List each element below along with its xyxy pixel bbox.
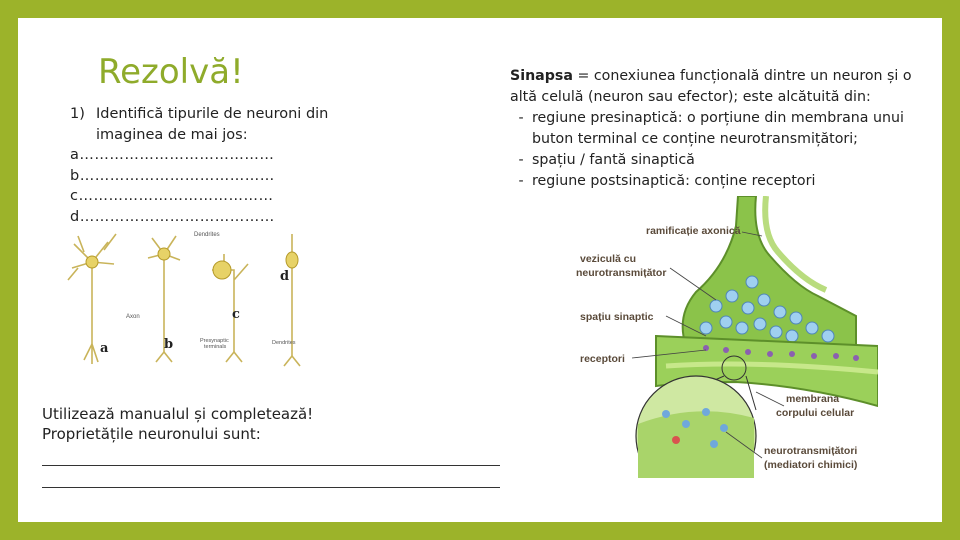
task-number: 1) <box>70 106 85 122</box>
label-membrana-2: corpului celular <box>776 407 855 419</box>
blank-c[interactable]: c………………………………… <box>70 188 274 204</box>
bullet-dash: - <box>518 173 524 189</box>
letter-b: b <box>164 337 174 352</box>
slide <box>18 18 942 522</box>
terminals-label: terminals <box>204 344 227 350</box>
neuron-c-soma <box>213 261 231 279</box>
letter-c: c <box>232 307 240 322</box>
label-membrana-1: membrana <box>786 393 840 405</box>
task-question-text: Identifică tipurile de neuroni din imaginea de mai jos: <box>96 106 329 143</box>
dendrites-label-2: Dendrites <box>272 340 296 346</box>
label-vezicula-1: veziculă cu <box>580 253 637 265</box>
blank-b[interactable]: b………………………………… <box>70 167 275 184</box>
synapse-figure <box>556 196 878 478</box>
label-receptori: receptori <box>580 353 625 365</box>
axon-label: Axon <box>126 314 140 320</box>
label-vezicula-2: neurotransmițător <box>576 267 667 279</box>
neuron-d-soma <box>286 252 298 268</box>
synapse-item-presynaptic <box>510 108 922 150</box>
neuron-types-figure <box>64 224 314 374</box>
synapse-definition <box>510 66 922 192</box>
synapse-item-text: regiune presinaptică: o porțiune din membrana unui buton terminal ce conține neurotransmițători; <box>532 110 904 147</box>
bottom-instructions <box>42 404 502 444</box>
blank-a[interactable]: a………………………………… <box>70 147 275 163</box>
label-neuro-1: neurotransmițători <box>764 445 858 457</box>
answer-line-1[interactable] <box>42 465 500 466</box>
letter-a: a <box>100 341 109 356</box>
task-block <box>70 104 370 227</box>
neuron-b-soma <box>158 248 170 260</box>
presynaptic-label: Presynaptic <box>200 338 229 344</box>
label-neuro-2: (mediatori chimici) <box>764 459 858 471</box>
bullet-dash: - <box>518 152 524 168</box>
letter-d: d <box>280 269 290 284</box>
slide-title: Rezolvă! <box>98 52 244 92</box>
task-question <box>70 104 370 145</box>
synapse-item-text: spațiu / fantă sinaptică <box>532 152 695 168</box>
neuron-a-drawing <box>68 234 116 364</box>
answer-line-2[interactable] <box>42 487 500 488</box>
dendrites-label: Dendrites <box>194 232 220 238</box>
synapse-item-postsynaptic <box>510 171 922 192</box>
neuron-a-soma <box>86 256 98 268</box>
synapse-definition-text: = conexiunea funcțională dintre un neuron și o altă celulă (neuron sau efector); este alcătuită din: <box>510 68 912 105</box>
synapse-item-cleft <box>510 150 922 171</box>
bullet-dash: - <box>518 110 524 126</box>
synapse-term: Sinapsa <box>510 68 573 84</box>
label-spatiu: spațiu sinaptic <box>580 311 654 323</box>
instruction-line-1: Utilizează manualul și completează! <box>42 405 314 423</box>
label-ramificatie: ramificație axonică <box>646 225 741 237</box>
instruction-line-2: Proprietățile neuronului sunt: <box>42 425 261 443</box>
synapse-item-text: regiune postsinaptică: conține receptori <box>532 173 816 189</box>
blank-d[interactable]: d………………………………… <box>70 208 275 225</box>
synapse-definition-paragraph <box>510 66 922 108</box>
